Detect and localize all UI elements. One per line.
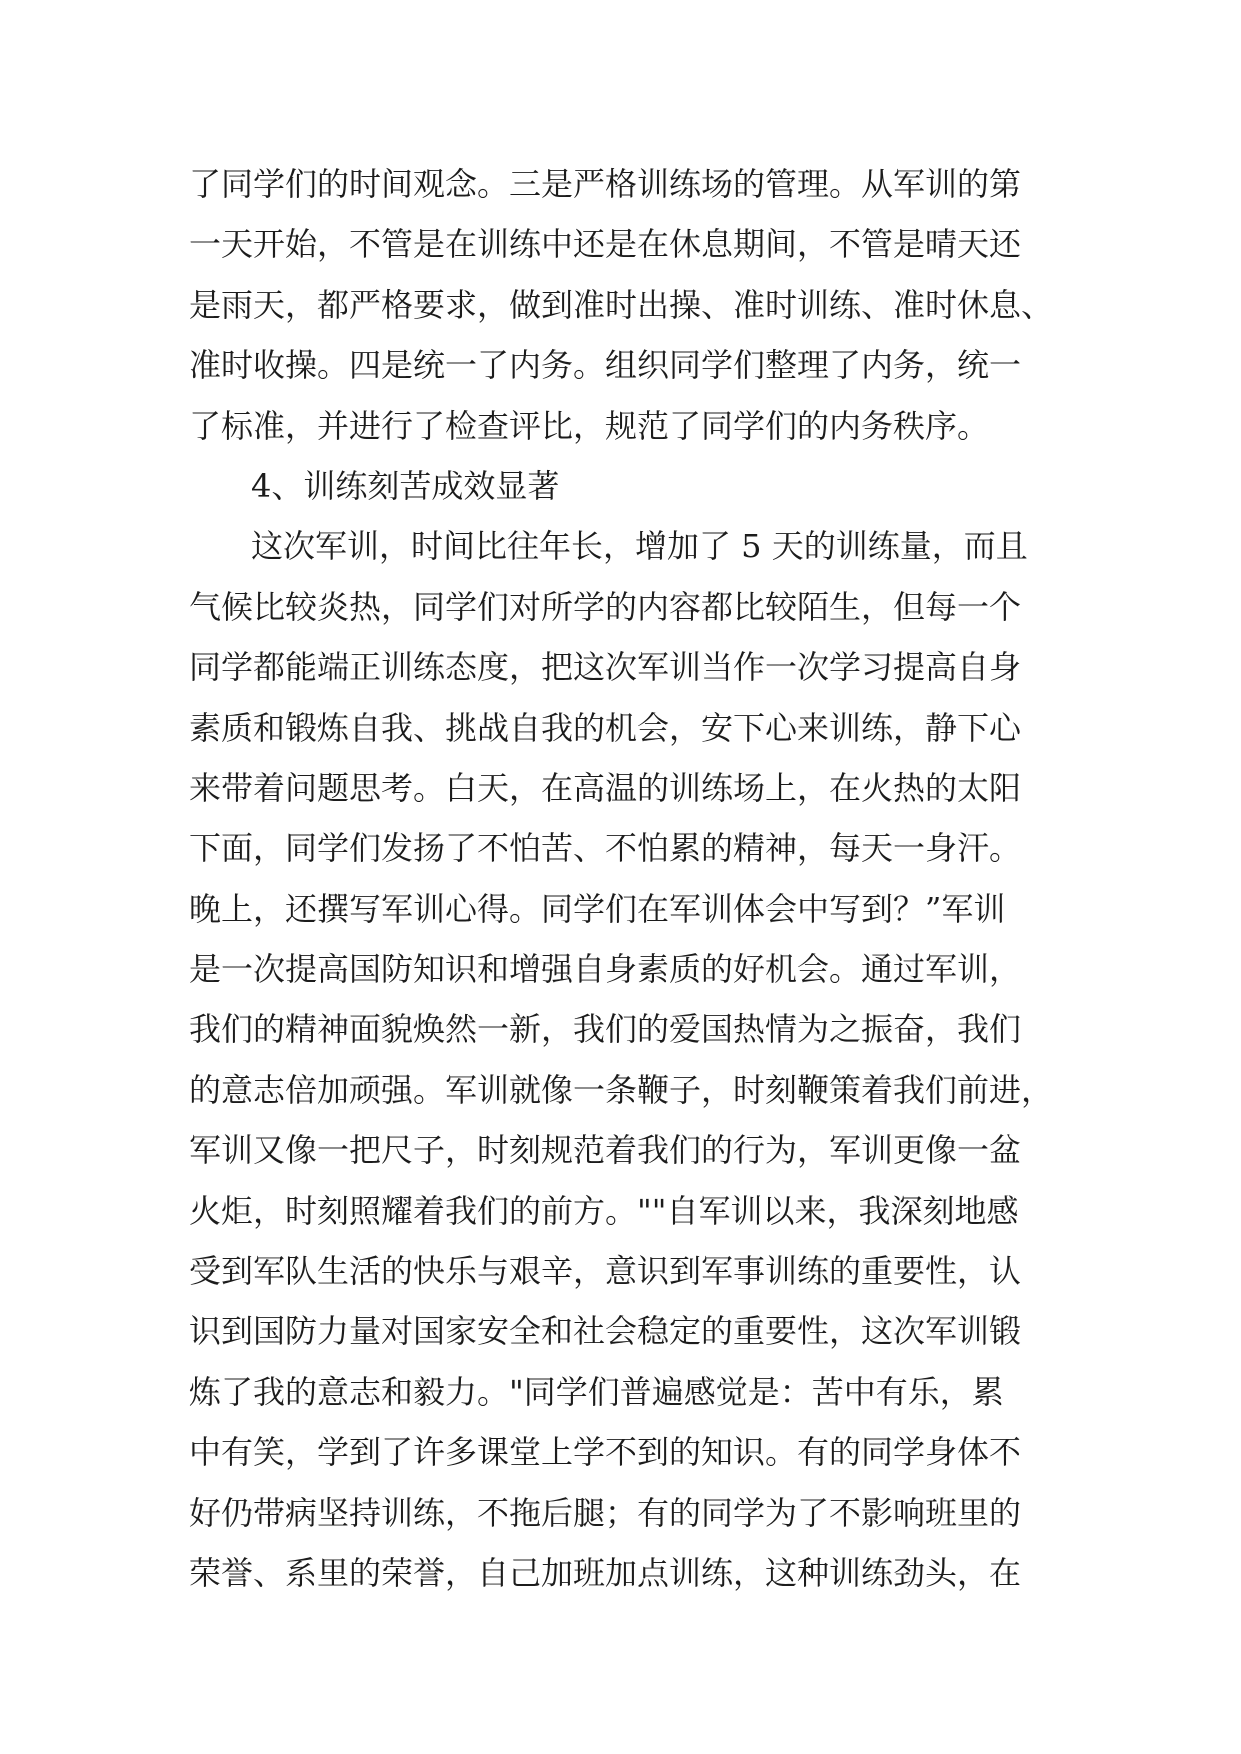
text-line: 好仍带病坚持训练，不拖后腿；有的同学为了不影响班里的 (189, 1493, 1022, 1532)
text-line: 火炬，时刻照耀着我们的前方。""自军训以来，我深刻地感 (189, 1191, 1019, 1230)
text-line: 是雨天，都严格要求，做到准时出操、准时训练、准时休息、 (189, 285, 1054, 324)
text-line: 中有笑，学到了许多课堂上学不到的知识。有的同学身体不 (189, 1433, 1022, 1472)
text-line: 的意志倍加顽强。军训就像一条鞭子，时刻鞭策着我们前进， (189, 1070, 1054, 1109)
text-line: 素质和锻炼自我、挑战自我的机会，安下心来训练，静下心 (189, 708, 1022, 747)
text-line: 炼了我的意志和毅力。"同学们普遍感觉是：苦中有乐，累 (189, 1372, 1004, 1411)
text-line: 下面，同学们发扬了不怕苦、不怕累的精神，每天一身汗。 (189, 829, 1022, 868)
text-line: 晚上，还撰写军训心得。同学们在军训体会中写到？”军训 (189, 889, 1006, 928)
text-line: 气候比较炎热，同学们对所学的内容都比较陌生，但每一个 (189, 587, 1022, 626)
text-line: 准时收操。四是统一了内务。组织同学们整理了内务，统一 (189, 346, 1022, 385)
text-line: 同学都能端正训练态度，把这次军训当作一次学习提高自身 (189, 648, 1022, 687)
text-line: 是一次提高国防知识和增强自身素质的好机会。通过军训， (189, 950, 1022, 989)
text-line: 军训又像一把尺子，时刻规范着我们的行为，军训更像一盆 (189, 1131, 1022, 1170)
paragraph-first-line: 这次军训，时间比往年长，增加了 5 天的训练量，而且 (251, 527, 1028, 566)
text-line: 了标准，并进行了检查评比，规范了同学们的内务秩序。 (189, 406, 990, 445)
text-line: 受到军队生活的快乐与艰辛，意识到军事训练的重要性，认 (189, 1252, 1022, 1291)
text-line: 来带着问题思考。白天，在高温的训练场上，在火热的太阳 (189, 768, 1022, 807)
text-line: 一天开始，不管是在训练中还是在休息期间，不管是晴天还 (189, 225, 1022, 264)
text-line: 了同学们的时间观念。三是严格训练场的管理。从军训的第 (189, 165, 1022, 203)
section-heading: 4、训练刻苦成效显著 (251, 466, 560, 505)
text-line: 识到国防力量对国家安全和社会稳定的重要性，这次军训锻 (189, 1312, 1022, 1351)
text-line: 我们的精神面貌焕然一新，我们的爱国热情为之振奋，我们 (189, 1010, 1022, 1049)
text-line: 荣誉、系里的荣誉，自己加班加点训练，这种训练劲头，在 (189, 1553, 1022, 1592)
body-text (189, 154, 1069, 1603)
